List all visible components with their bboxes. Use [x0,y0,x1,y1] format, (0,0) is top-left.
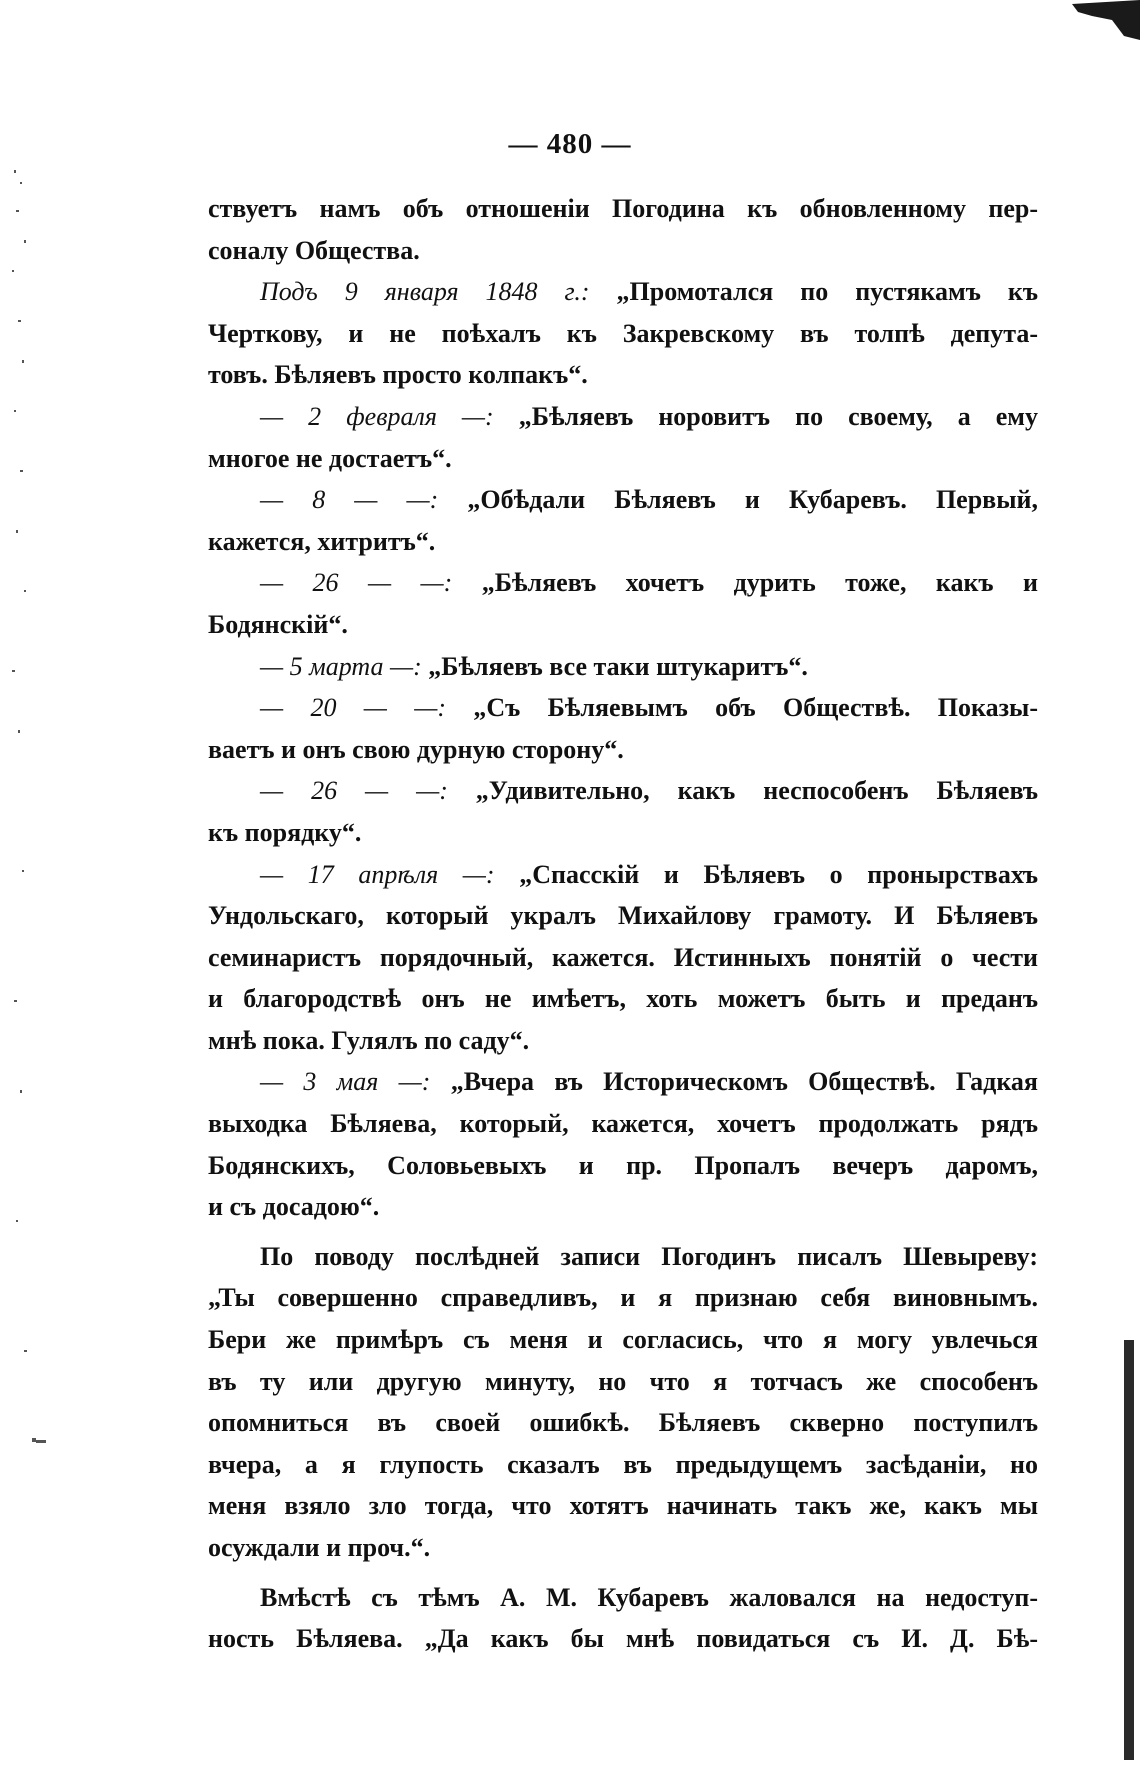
line-text: „Вчера въ Историческомъ Обществѣ. Гадкая [430,1067,1038,1097]
text-line [208,854,1038,896]
text-line [208,687,1038,729]
body-text [208,188,1038,1660]
text-line [208,1527,1038,1569]
line-text: выходка Бѣляева, который, кажется, хочетъ продолжать рядъ [208,1109,1038,1139]
line-text: „Промотался по пустякамъ къ [589,277,1038,307]
text-line [208,354,1038,396]
text-line [208,396,1038,438]
text-line [208,313,1038,355]
line-text: „Спасскiй и Бѣляевъ о пронырствахъ [494,859,1038,889]
line-text: вчера, а я глупость сказалъ въ предыдущемъ засѣданiи, но [208,1449,1038,1479]
line-text: Ундольскаго, который укралъ Михайлову грамоту. И Бѣляевъ [208,901,1038,931]
line-text: ность Бѣляева. „Да какъ бы мнѣ повидаться съ И. Д. Бѣ- [208,1624,1038,1654]
text-line [208,1186,1038,1228]
text-line [208,729,1038,771]
line-text: „Обѣдали Бѣляевъ и Кубаревъ. Первый, [438,485,1038,515]
line-text: осуждали и проч.“. [208,1533,431,1562]
line-text: По поводу послѣдней записи Погодинъ писалъ Шевыреву: [260,1241,1038,1271]
text-line [208,188,1038,230]
text-line [208,978,1038,1020]
line-text: Бодянскихъ, Соловьевыхъ и пр. Пропалъ вечеръ даромъ, [208,1150,1038,1180]
line-text: меня взяло зло тогда, что хотятъ начинать такъ же, какъ мы [208,1491,1038,1521]
text-line [208,1020,1038,1062]
entry-date: Подъ 9 января 1848 г.: [260,277,590,307]
entry-date: — 3 мая —: [260,1067,431,1097]
text-line [208,1361,1038,1403]
text-line [208,1319,1038,1361]
line-text: мнѣ пока. Гулялъ по саду“. [208,1025,530,1055]
text-line [208,1236,1038,1278]
line-text: въ ту или другую минуту, но что я тотчасъ же способенъ [208,1366,1038,1396]
text-line [208,230,1038,272]
entry-date: — 17 апрѣля —: [260,859,495,889]
scan-binding-marks [6,170,46,1670]
text-line [208,1145,1038,1187]
entry-date: — 26 — —: [260,776,448,806]
scan-corner-mark [1072,0,1140,40]
text-line [208,937,1038,979]
entry-date: — 20 — —: [260,693,447,723]
scan-edge-shadow [1124,1340,1134,1760]
line-text: Вмѣстѣ съ тѣмъ А. М. Кубаревъ жаловался на недоступ- [260,1582,1038,1612]
line-text: „Бѣляевъ норовитъ по своему, а ему [493,401,1038,431]
line-text: соналу Общества. [208,235,420,265]
line-text: „Удивительно, какъ неспособенъ Бѣляевъ [447,776,1039,806]
text-line [208,521,1038,563]
text-line [208,1103,1038,1145]
line-text: ваетъ и онъ свою дурную сторону“. [208,734,624,764]
line-text: товъ. Бѣляевъ просто колпакъ“. [208,360,588,390]
entry-date: — 26 — —: [260,568,453,598]
text-line [208,1577,1038,1619]
text-line [208,770,1038,812]
line-text: ствуетъ намъ объ отношенiи Погодина къ обновленному пер- [208,194,1038,223]
text-line [208,479,1038,521]
line-text: Бодянскiй“. [208,609,348,639]
page-number: — 480 — [508,128,632,160]
line-text: „Бѣляевъ хочетъ дурить тоже, какъ и [452,568,1038,598]
line-text: кажется, хитритъ“. [208,526,436,556]
line-text: „Ты совершенно справедливъ, и я признаю себя виновнымъ. [208,1283,1038,1313]
line-text: семинаристъ порядочный, кажется. Истинныхъ понятiй о чести [208,942,1038,972]
line-text: многое не достаетъ“. [208,443,452,473]
text-line [208,271,1038,313]
line-text: и благородствѣ онъ не имѣетъ, хоть можетъ быть и преданъ [208,984,1038,1014]
text-line [208,1444,1038,1486]
text-line [208,895,1038,937]
line-text: „Бѣляевъ все таки штукаритъ“. [421,651,808,681]
entry-date: — 8 — —: [260,485,439,515]
entry-date: — 5 марта —: [260,651,422,681]
text-line [208,1061,1038,1103]
entry-date: — 2 февраля —: [260,401,494,431]
text-line [208,604,1038,646]
text-line [208,812,1038,854]
line-text: Бери же примѣръ съ меня и согласись, что я могу увлечься [208,1325,1038,1355]
text-line [208,1277,1038,1319]
line-text: „Съ Бѣляевымъ объ Обществѣ. Показы- [446,693,1039,723]
text-line [208,646,1038,688]
text-line [208,438,1038,480]
line-text: и съ досадою“. [208,1192,380,1222]
text-line [208,1618,1038,1660]
text-line [208,1485,1038,1527]
line-text: Черткову, и не поѣхалъ къ Закревскому въ толпѣ депута- [208,318,1038,348]
line-text: къ порядку“. [208,817,362,847]
text-line [208,562,1038,604]
line-text: опомниться въ своей ошибкѣ. Бѣляевъ скверно поступилъ [208,1408,1038,1438]
text-line [208,1402,1038,1444]
